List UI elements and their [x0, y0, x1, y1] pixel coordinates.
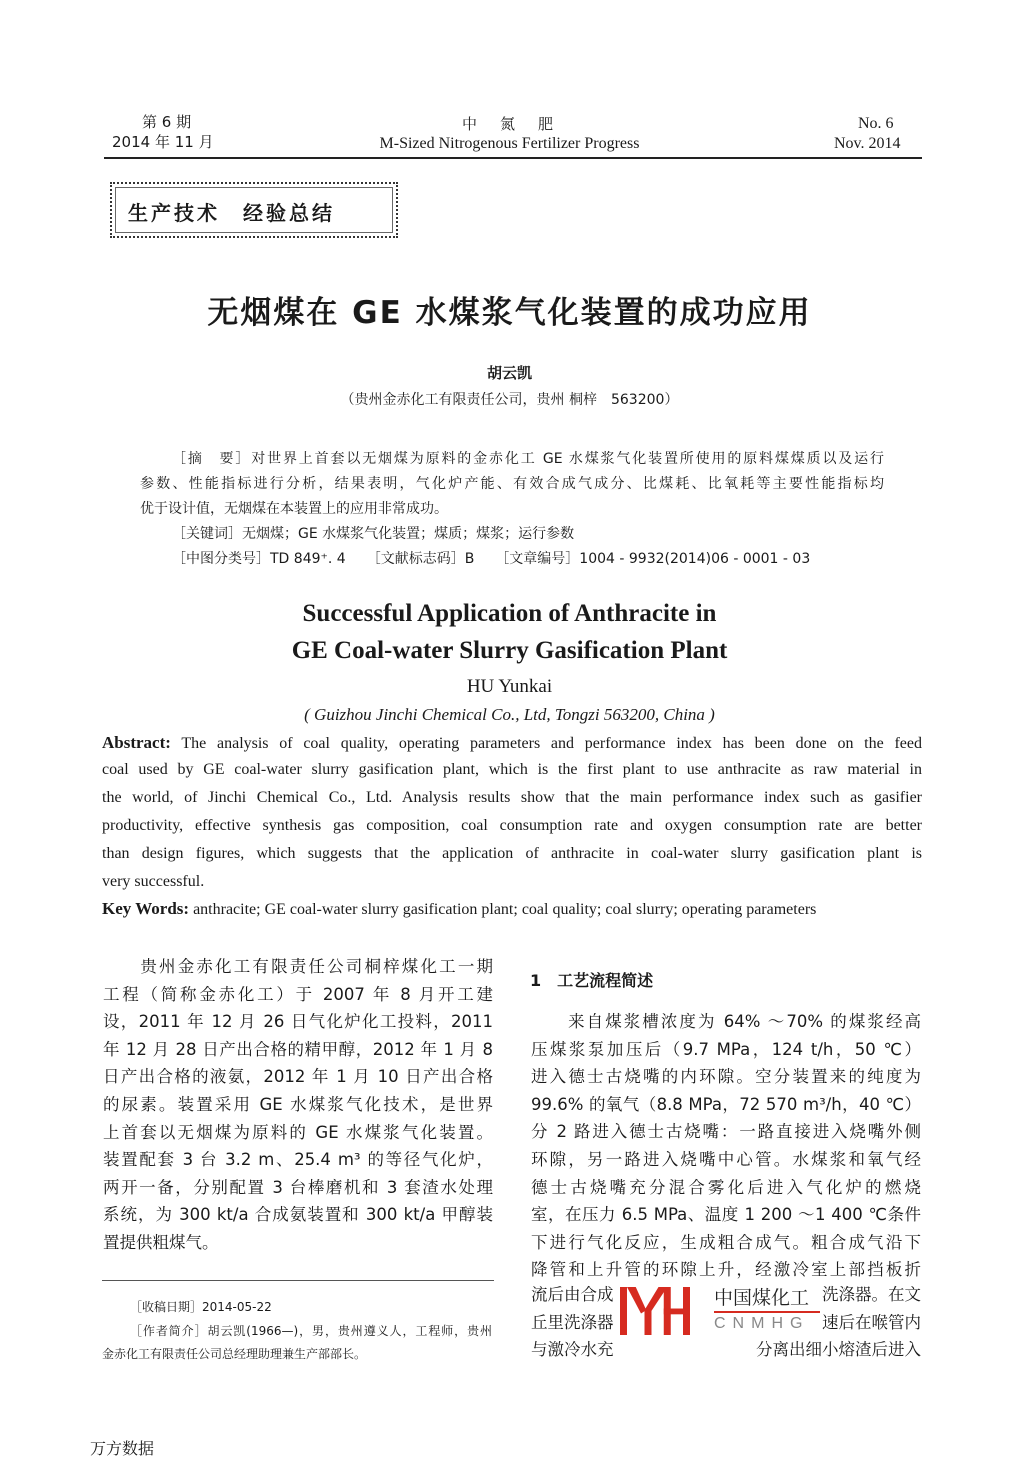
- article-title-cn: 无烟煤在 GE 水煤浆气化装置的成功应用: [207, 295, 812, 331]
- body-text-line: 贵州金赤化工有限责任公司桐梓煤化工一期: [103, 957, 493, 976]
- body-text-line: 的尿素。装置采用 GE 水煤浆气化技术，是世界: [103, 1095, 493, 1114]
- issue-date-en: Nov. 2014: [834, 135, 901, 152]
- issue-date-cn: 2014 年 11 月: [112, 133, 214, 151]
- keywords-en-label: Key Words:: [102, 899, 190, 918]
- journal-name-cn: 中 氮 肥: [461, 115, 557, 133]
- author-cn: 胡云凯: [486, 364, 532, 382]
- body-text-line: 设，2011 年 12 月 26 日气化炉化工投料，2011: [103, 1012, 493, 1032]
- author-en: HU Yunkai: [466, 676, 553, 697]
- abstract-en-line: [102, 817, 922, 835]
- keywords-cn: ［关键词］无烟煤；GE 水煤浆气化装置；煤质；煤浆；运行参数: [172, 526, 575, 542]
- body-text-line: 分 2 路进入德士古烧嘴：一路直接进入烧嘴外侧: [531, 1122, 921, 1142]
- body-text-line: 压煤浆泵加压后（9.7 MPa，124 t/h，50 ℃）: [531, 1039, 921, 1059]
- watermark-text-en: CNMHG: [714, 1315, 810, 1332]
- body-text-fragment-right: 分离出细小熔渣后进入: [756, 1340, 921, 1360]
- abstract-en-text: very successful.: [102, 873, 205, 890]
- issue-number-en: No. 6: [858, 115, 894, 132]
- body-text-line: 年 12 月 28 日产出合格的精甲醇，2012 年 1 月 8: [103, 1039, 493, 1059]
- affiliation-en: ( Guizhou Jinchi Chemical Co., Ltd, Tongzi 563200, China ): [304, 705, 715, 724]
- body-text-line: 来自煤浆槽浓度为 64% ～70% 的煤浆经高: [531, 1012, 921, 1031]
- abstract-en-line: [102, 733, 922, 753]
- body-text-line: 99.6% 的氧气（8.8 MPa，72 570 m³/h，40 ℃）: [531, 1094, 921, 1114]
- abstract-en-line: [102, 789, 922, 807]
- watermark-logo-icon: [620, 1287, 690, 1335]
- abstract-en-text: productivity, effective synthesis gas composition, coal consumption rate and oxygen consumption rate are better: [102, 817, 922, 834]
- abstract-cn-line: 参数、性能指标进行分析，结果表明，气化炉产能、有效合成气成分、比煤耗、比氧耗等主要性能指标均: [140, 476, 884, 492]
- body-text-line: 工程（简称金赤化工）于 2007 年 8 月开工建: [103, 984, 493, 1004]
- body-text-line: 系统，为 300 kt/a 合成氨装置和 300 kt/a 甲醇装: [103, 1205, 493, 1225]
- body-text-line: 装置配套 3 台 3.2 m、25.4 m³ 的等径气化炉，: [103, 1150, 493, 1170]
- body-text-line: 进入德士古烧嘴的内环隙。空分装置来的纯度为: [531, 1067, 921, 1087]
- body-text-line: 德士古烧嘴充分混合雾化后进入气化炉的燃烧: [531, 1177, 921, 1197]
- abstract-en-text: The analysis of coal quality, operating parameters and performance index has been done on the feed: [181, 735, 922, 752]
- abstract-en-line: [102, 761, 922, 779]
- abstract-cn-line: 优于设计值，无烟煤在本装置上的应用非常成功。: [140, 501, 448, 517]
- body-text-fragment-left: 流后由合成: [531, 1285, 614, 1304]
- footer-source: 万方数据: [90, 1439, 155, 1458]
- abstract-en-text: coal used by GE coal-water slurry gasification plant, which is the first plant to use anthracite as raw material in: [102, 761, 922, 778]
- received-date: ［收稿日期］2014-05-22: [130, 1300, 272, 1314]
- body-text-line: 日产出合格的液氨，2012 年 1 月 10 日产出合格: [103, 1067, 493, 1087]
- abstract-en-text: the world, of Jinchi Chemical Co., Ltd. Analysis results show that the main performance index such as gasifier: [102, 789, 922, 806]
- body-text-line: 上首套以无烟煤为原料的 GE 水煤浆气化装置。: [103, 1122, 493, 1142]
- watermark-text-cn: 中国煤化工: [714, 1287, 810, 1309]
- abstract-en-line: [102, 873, 922, 891]
- body-text-line: 室，在压力 6.5 MPa、温度 1 200 ～1 400 ℃条件: [531, 1205, 921, 1225]
- watermark-bar: [714, 1311, 820, 1313]
- footnote-rule: [102, 1280, 494, 1281]
- journal-name-en: M-Sized Nitrogenous Fertilizer Progress: [379, 135, 640, 152]
- abstract-cn-line: ［摘 要］对世界上首套以无烟煤为原料的金赤化工 GE 水煤浆气化装置所使用的原料煤煤质以及运行: [172, 451, 884, 467]
- body-text-fragment-left: 与激冷水充: [531, 1340, 614, 1360]
- keywords-en-text: anthracite; GE coal-water slurry gasification plant; coal quality; coal slurry; operating parameters: [193, 901, 817, 918]
- body-text-line: 降管和上升管的环隙上升，经激冷室上部挡板折: [531, 1260, 921, 1280]
- watermark: [620, 1287, 820, 1335]
- body-text-fragment-right: 速后在喉管内: [822, 1312, 921, 1332]
- column-label: 生产技术 经验总结: [128, 201, 335, 225]
- header-rule: [104, 157, 922, 159]
- author-bio-line-1: ［作者简介］胡云凯(1966—)，男，贵州遵义人，工程师，贵州: [130, 1324, 492, 1338]
- body-text-line: 环隙，另一路进入烧嘴中心管。水煤浆和氧气经: [531, 1150, 921, 1169]
- keywords-en: [102, 899, 922, 919]
- body-text-fragment-left: 丘里洗涤器: [531, 1312, 614, 1332]
- affiliation-cn: （贵州金赤化工有限责任公司，贵州 桐梓 563200）: [340, 392, 679, 408]
- article-title-en-1: Successful Application of Anthracite in: [302, 600, 717, 627]
- section-heading-1: 1 工艺流程简述: [530, 971, 654, 990]
- abstract-en-label: Abstract:: [102, 733, 171, 752]
- abstract-en-text: than design figures, which suggests that the application of anthracite in coal-water slurry gasification plant is: [102, 845, 922, 862]
- issue-number: 第 6 期: [142, 113, 192, 131]
- abstract-en-line: [102, 845, 922, 863]
- body-text-line: 下进行气化反应，生成粗合成气。粗合成气沿下: [531, 1232, 921, 1252]
- body-text-line: 置提供粗煤气。: [103, 1233, 219, 1252]
- body-text-fragment-right: 洗涤器。在文: [822, 1285, 921, 1304]
- author-bio-line-2: 金赤化工有限责任公司总经理助理兼生产部部长。: [102, 1347, 367, 1361]
- classification-cn: ［中图分类号］TD 849⁺. 4 ［文献标志码］B ［文章编号］1004 - 9932(2014)06 - 0001 - 03: [172, 551, 811, 567]
- article-title-en-2: GE Coal-water Slurry Gasification Plant: [291, 637, 728, 664]
- body-text-line: 两开一备，分别配置 3 台棒磨机和 3 套渣水处理: [103, 1177, 493, 1197]
- column-label-box: [110, 182, 398, 238]
